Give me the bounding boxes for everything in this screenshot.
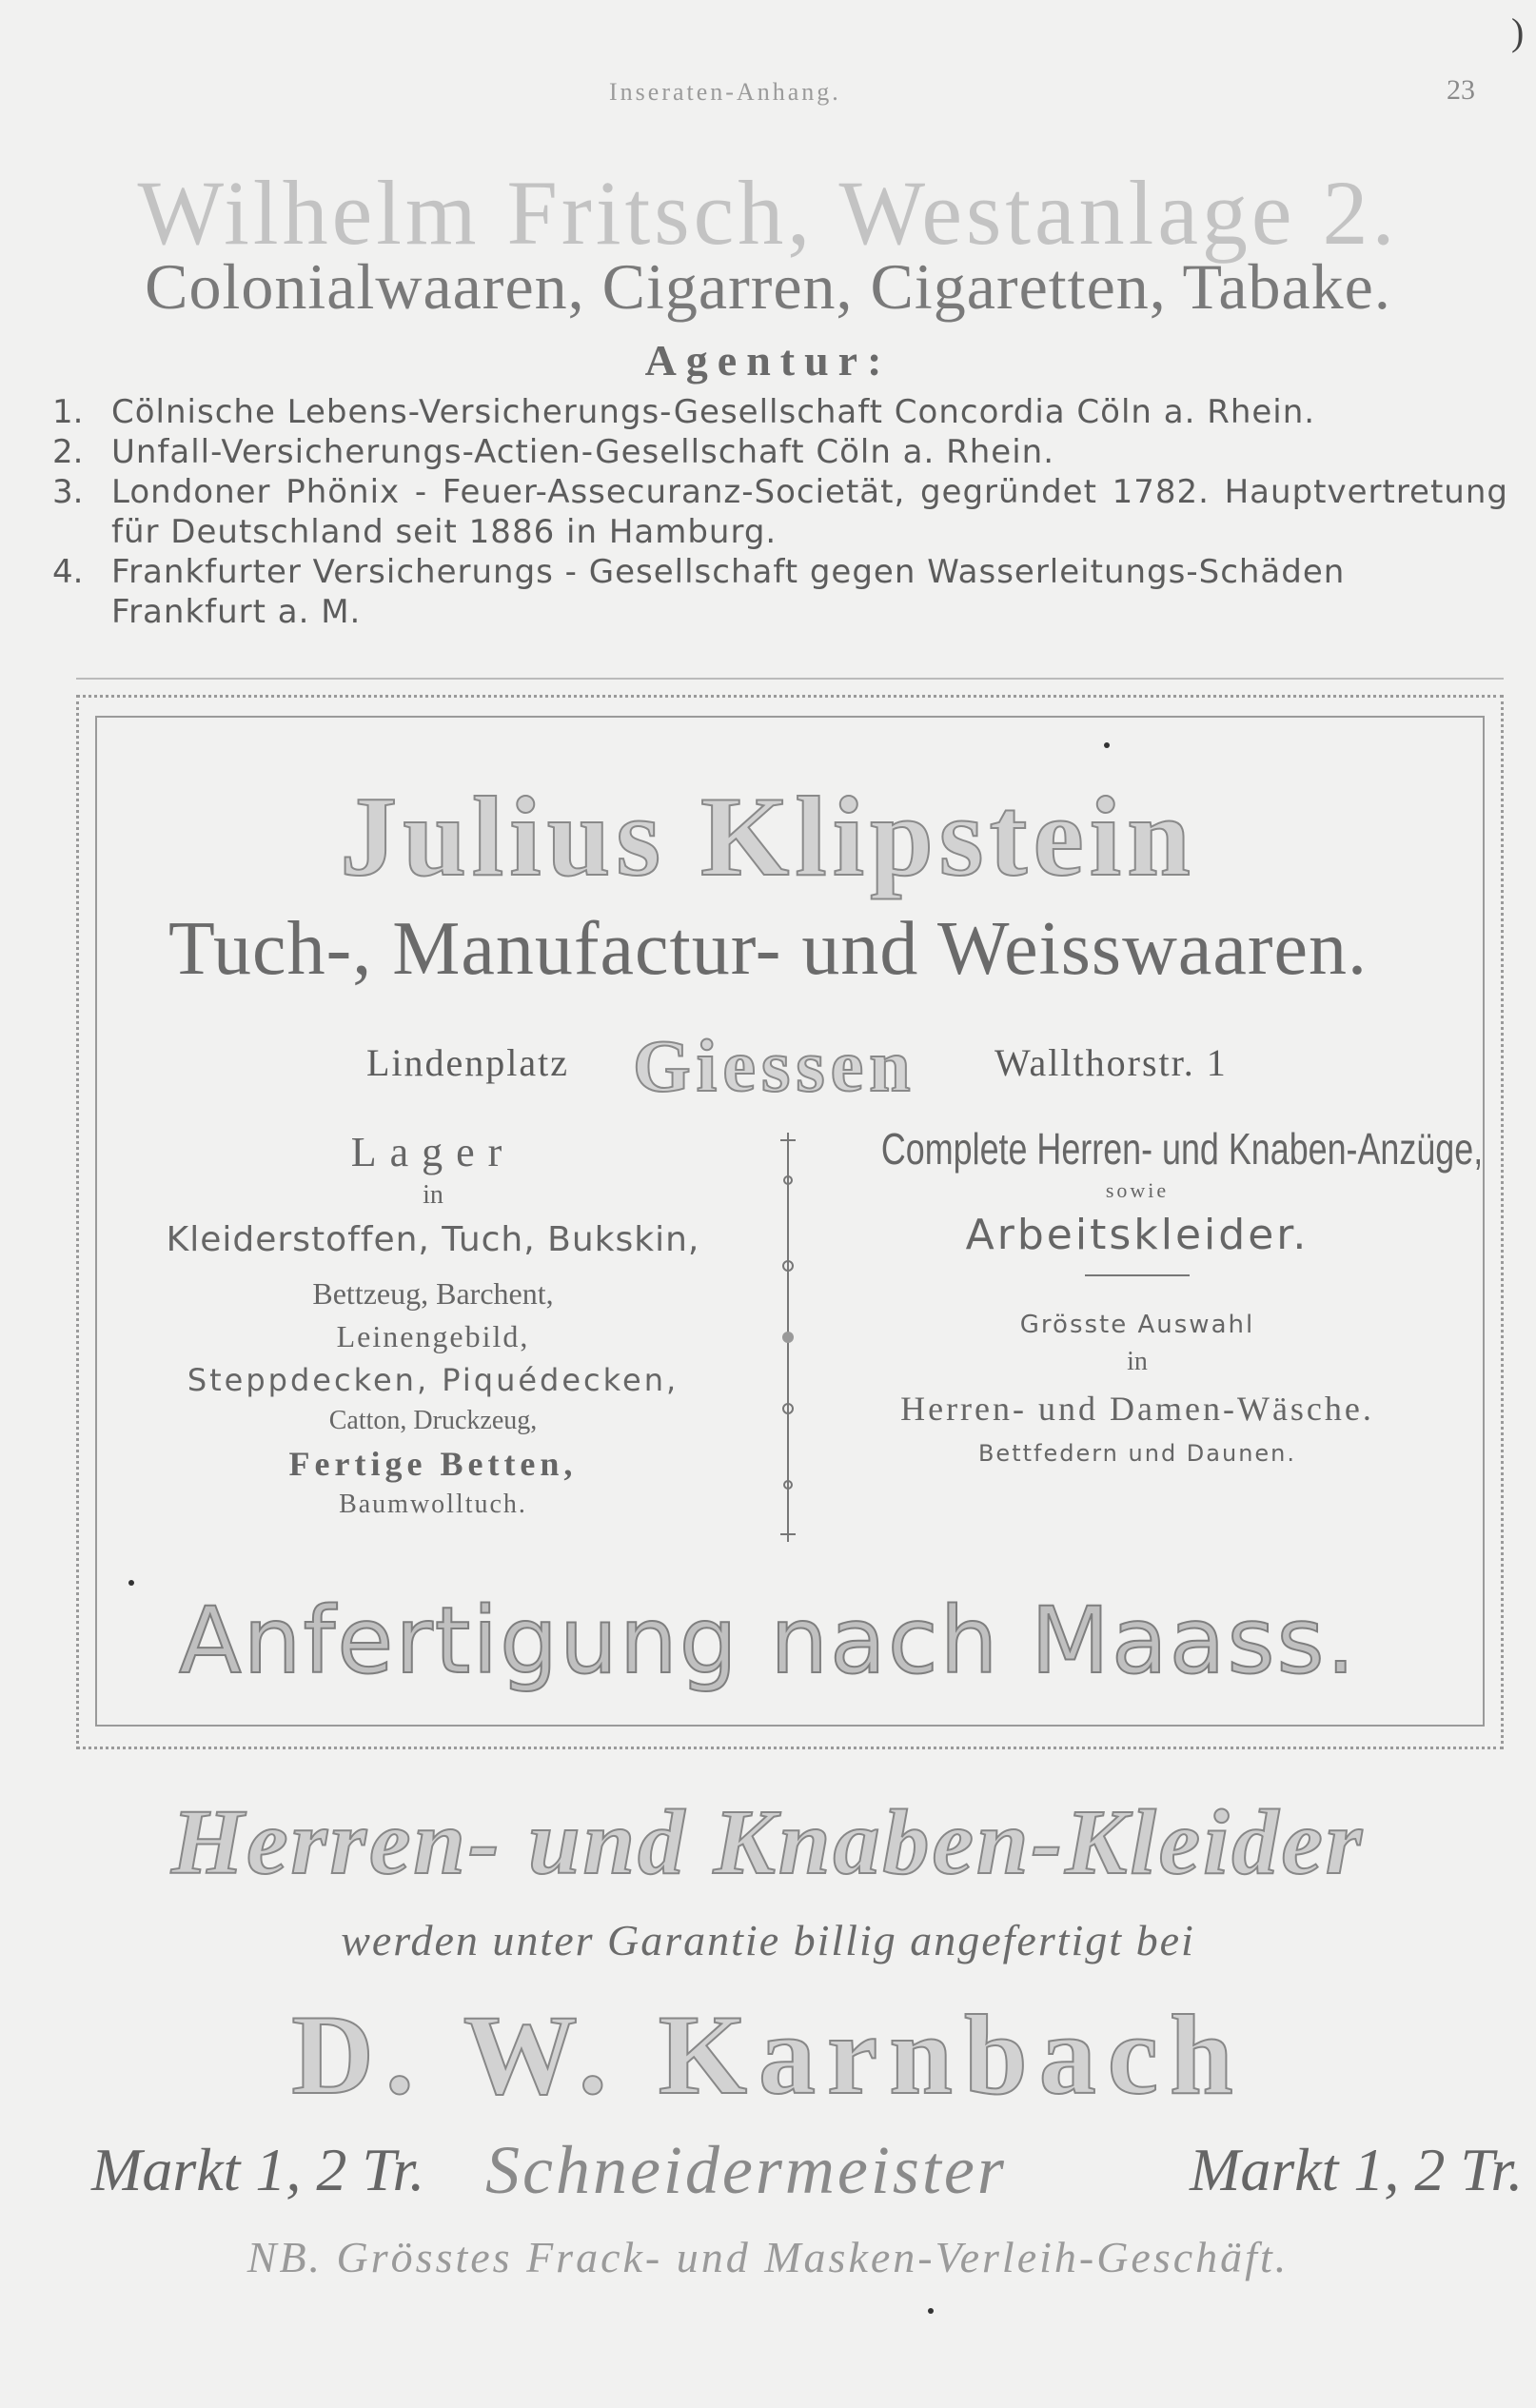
herren-damen-waesche-line: Herren- und Damen-Wäsche.: [900, 1390, 1374, 1428]
ink-speck: [128, 1580, 134, 1586]
anfertigung-slogan: Anfertigung nach Maass.: [178, 1588, 1358, 1694]
list-item: [52, 472, 1508, 552]
address-row: [0, 2127, 1536, 2213]
ink-speck: [928, 2308, 934, 2314]
left-column: [133, 1128, 733, 1520]
fertige-betten-line: Fertige Betten,: [288, 1445, 578, 1483]
markt-address-right: Markt 1, 2 Tr.: [1190, 2136, 1524, 2203]
markt-address-left: Markt 1, 2 Tr.: [91, 2136, 425, 2203]
bettfedern-line: Bettfedern und Daunen.: [977, 1440, 1297, 1467]
kleiderstoffen-line: Kleiderstoffen, Tuch, Bukskin,: [166, 1220, 700, 1259]
list-number: 3.: [52, 473, 84, 511]
agentur-heading: Agentur:: [644, 336, 892, 385]
list-number: 2.: [52, 433, 84, 471]
trade-label: Schneidermeister: [485, 2132, 1007, 2208]
page-number: 23: [1447, 74, 1475, 106]
klipstein-name: Julius Klipstein: [340, 773, 1196, 899]
list-text: Londoner Phönix - Feuer-Assecuranz-Societät, gegründet 1782. Hauptvertretung für Deutschland seit 1886 in Hamburg.: [111, 473, 1508, 551]
catton-line: Catton, Druckzeug,: [328, 1406, 538, 1435]
list-number: 4.: [52, 553, 84, 591]
corner-mark: ): [1511, 10, 1525, 53]
fritsch-name: Wilhelm Fritsch, Westanlage 2.: [137, 162, 1399, 264]
complete-anzuege-line: Complete Herren- und Knaben-Anzüge,: [880, 1124, 1484, 1174]
leinengebild-line: Leinengebild,: [336, 1319, 530, 1353]
fritsch-goods: Colonialwaaren, Cigarren, Cigaretten, Tabake.: [145, 250, 1391, 323]
in-label: in: [423, 1180, 443, 1210]
sowie-label: sowie: [1105, 1178, 1170, 1202]
baumwolltuch-line: Baumwolltuch.: [339, 1490, 527, 1519]
ink-speck: [1104, 742, 1110, 748]
address-row: [0, 1023, 1536, 1107]
list-text: Unfall-Versicherungs-Actien-Gesellschaft Cöln a. Rhein.: [111, 433, 1055, 471]
kleider-heading: Herren- und Knaben-Kleider: [170, 1791, 1366, 1894]
list-item: [52, 552, 1508, 632]
klipstein-goods: Tuch-, Manufactur- und Weisswaaren.: [168, 907, 1368, 991]
city-name: Giessen: [633, 1024, 916, 1107]
running-header: Inseraten-Anhang.: [609, 78, 841, 106]
karnbach-name: D. W. Karnbach: [291, 1991, 1245, 2118]
lager-label: Lager: [350, 1129, 516, 1175]
section-divider: [76, 678, 1504, 680]
agentur-list: [52, 392, 1508, 632]
nb-note: NB. Grösstes Frack- und Masken-Verleih-Geschäft.: [246, 2233, 1290, 2281]
right-column: [809, 1123, 1484, 1467]
address-left: Lindenplatz: [366, 1041, 570, 1084]
garantie-line: werden unter Garantie billig angefertigt bei: [341, 1916, 1195, 1964]
list-text: Cölnische Lebens-Versicherungs-Gesellschaft Concordia Cöln a. Rhein.: [111, 393, 1316, 431]
list-item: [52, 432, 1508, 472]
short-rule: [1085, 1274, 1190, 1276]
steppdecken-line: Steppdecken, Piquédecken,: [187, 1362, 679, 1398]
address-right: Wallthorstr. 1: [994, 1041, 1228, 1084]
bettzeug-line: Bettzeug, Barchent,: [312, 1276, 554, 1311]
list-item: [52, 392, 1508, 432]
list-text: Frankfurter Versicherungs - Gesellschaft gegen Wasserleitungs-Schäden Frankfurt a. M.: [111, 553, 1346, 631]
groesste-auswahl-line: Grösste Auswahl: [1019, 1311, 1255, 1339]
list-number: 1.: [52, 393, 84, 431]
arbeitskleider-line: Arbeitskleider.: [965, 1211, 1310, 1259]
ornamental-divider-icon: [778, 1123, 798, 1551]
in-label: in: [1127, 1347, 1148, 1376]
